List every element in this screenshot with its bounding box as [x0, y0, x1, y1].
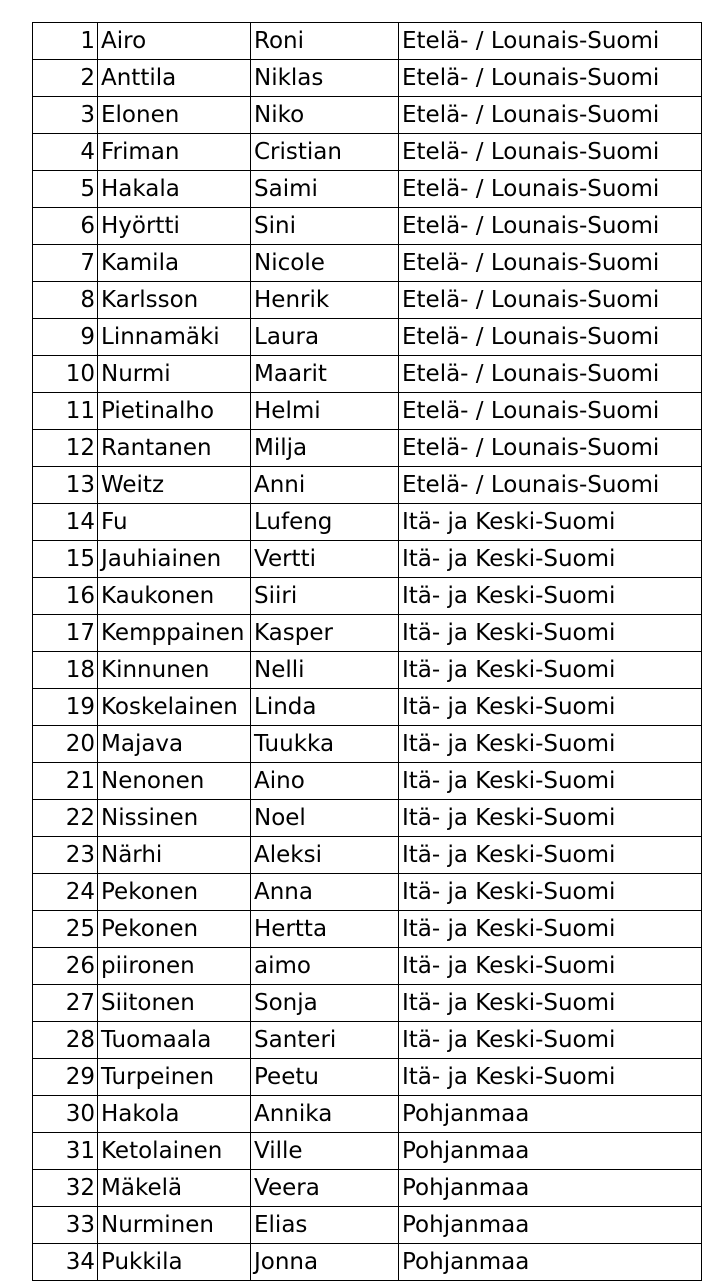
- last-name-cell[interactable]: Närhi: [98, 837, 251, 874]
- first-name-cell[interactable]: Niko: [251, 97, 399, 134]
- first-name-cell[interactable]: Maarit: [251, 356, 399, 393]
- region-cell[interactable]: Itä- ja Keski-Suomi: [399, 800, 702, 837]
- table-row: [33, 208, 702, 245]
- row-number-cell[interactable]: 19: [33, 689, 98, 726]
- first-name-cell[interactable]: Peetu: [251, 1059, 399, 1096]
- region-cell[interactable]: Itä- ja Keski-Suomi: [399, 689, 702, 726]
- first-name-cell[interactable]: Cristian: [251, 134, 399, 171]
- table-row: [33, 1096, 702, 1133]
- row-number-cell[interactable]: 17: [33, 615, 98, 652]
- row-number-cell[interactable]: 24: [33, 874, 98, 911]
- table-row: [33, 504, 702, 541]
- last-name-cell[interactable]: Nenonen: [98, 763, 251, 800]
- table-row: [33, 60, 702, 97]
- first-name-cell[interactable]: Ville: [251, 1133, 399, 1170]
- region-cell[interactable]: Pohjanmaa: [399, 1096, 702, 1133]
- participant-table: [32, 22, 702, 1281]
- table-row: [33, 874, 702, 911]
- last-name-cell[interactable]: Linnamäki: [98, 319, 251, 356]
- table-row: [33, 1207, 702, 1244]
- row-number-cell[interactable]: 12: [33, 430, 98, 467]
- table-row: [33, 430, 702, 467]
- table-row: [33, 615, 702, 652]
- row-number-cell[interactable]: 1: [33, 23, 98, 60]
- last-name-cell[interactable]: Weitz: [98, 467, 251, 504]
- last-name-cell[interactable]: Pekonen: [98, 911, 251, 948]
- first-name-cell[interactable]: Anna: [251, 874, 399, 911]
- region-cell[interactable]: Itä- ja Keski-Suomi: [399, 652, 702, 689]
- row-number-cell[interactable]: 32: [33, 1170, 98, 1207]
- participant-table-body: [33, 23, 702, 1281]
- table-row: [33, 1170, 702, 1207]
- row-number-cell[interactable]: 26: [33, 948, 98, 985]
- last-name-cell[interactable]: Karlsson: [98, 282, 251, 319]
- row-number-cell[interactable]: 30: [33, 1096, 98, 1133]
- region-cell[interactable]: Itä- ja Keski-Suomi: [399, 1022, 702, 1059]
- table-row: [33, 393, 702, 430]
- region-cell[interactable]: Etelä- / Lounais-Suomi: [399, 171, 702, 208]
- row-number-cell[interactable]: 29: [33, 1059, 98, 1096]
- first-name-cell[interactable]: Nelli: [251, 652, 399, 689]
- last-name-cell[interactable]: Kamila: [98, 245, 251, 282]
- first-name-cell[interactable]: Laura: [251, 319, 399, 356]
- row-number-cell[interactable]: 18: [33, 652, 98, 689]
- table-row: [33, 652, 702, 689]
- last-name-cell[interactable]: Friman: [98, 134, 251, 171]
- region-cell[interactable]: Etelä- / Lounais-Suomi: [399, 393, 702, 430]
- table-row: [33, 726, 702, 763]
- last-name-cell[interactable]: Kinnunen: [98, 652, 251, 689]
- table-row: [33, 282, 702, 319]
- last-name-cell[interactable]: Tuomaala: [98, 1022, 251, 1059]
- row-number-cell[interactable]: 8: [33, 282, 98, 319]
- first-name-cell[interactable]: Niklas: [251, 60, 399, 97]
- first-name-cell[interactable]: Elias: [251, 1207, 399, 1244]
- last-name-cell[interactable]: piironen: [98, 948, 251, 985]
- first-name-cell[interactable]: Lufeng: [251, 504, 399, 541]
- last-name-cell[interactable]: Pietinalho: [98, 393, 251, 430]
- row-number-cell[interactable]: 5: [33, 171, 98, 208]
- row-number-cell[interactable]: 9: [33, 319, 98, 356]
- row-number-cell[interactable]: 2: [33, 60, 98, 97]
- table-row: [33, 134, 702, 171]
- region-cell[interactable]: Pohjanmaa: [399, 1170, 702, 1207]
- table-row: [33, 985, 702, 1022]
- first-name-cell[interactable]: Linda: [251, 689, 399, 726]
- region-cell[interactable]: Itä- ja Keski-Suomi: [399, 948, 702, 985]
- last-name-cell[interactable]: Nurminen: [98, 1207, 251, 1244]
- region-cell[interactable]: Etelä- / Lounais-Suomi: [399, 60, 702, 97]
- last-name-cell[interactable]: Mäkelä: [98, 1170, 251, 1207]
- region-cell[interactable]: Itä- ja Keski-Suomi: [399, 726, 702, 763]
- table-row: [33, 763, 702, 800]
- region-cell[interactable]: Etelä- / Lounais-Suomi: [399, 134, 702, 171]
- region-cell[interactable]: Itä- ja Keski-Suomi: [399, 1059, 702, 1096]
- last-name-cell[interactable]: Kemppainen: [98, 615, 251, 652]
- row-number-cell[interactable]: 3: [33, 97, 98, 134]
- region-cell[interactable]: Pohjanmaa: [399, 1133, 702, 1170]
- last-name-cell[interactable]: Majava: [98, 726, 251, 763]
- region-cell[interactable]: Pohjanmaa: [399, 1244, 702, 1281]
- row-number-cell[interactable]: 25: [33, 911, 98, 948]
- first-name-cell[interactable]: Hertta: [251, 911, 399, 948]
- region-cell[interactable]: Itä- ja Keski-Suomi: [399, 911, 702, 948]
- row-number-cell[interactable]: 28: [33, 1022, 98, 1059]
- last-name-cell[interactable]: Turpeinen: [98, 1059, 251, 1096]
- row-number-cell[interactable]: 7: [33, 245, 98, 282]
- last-name-cell[interactable]: Hyörtti: [98, 208, 251, 245]
- first-name-cell[interactable]: Jonna: [251, 1244, 399, 1281]
- first-name-cell[interactable]: Milja: [251, 430, 399, 467]
- row-number-cell[interactable]: 14: [33, 504, 98, 541]
- table-row: [33, 1133, 702, 1170]
- last-name-cell[interactable]: Kaukonen: [98, 578, 251, 615]
- table-row: [33, 356, 702, 393]
- region-cell[interactable]: Itä- ja Keski-Suomi: [399, 615, 702, 652]
- first-name-cell[interactable]: Aleksi: [251, 837, 399, 874]
- table-row: [33, 578, 702, 615]
- row-number-cell[interactable]: 16: [33, 578, 98, 615]
- last-name-cell[interactable]: Pukkila: [98, 1244, 251, 1281]
- table-row: [33, 171, 702, 208]
- table-row: [33, 23, 702, 60]
- row-number-cell[interactable]: 34: [33, 1244, 98, 1281]
- first-name-cell[interactable]: Helmi: [251, 393, 399, 430]
- row-number-cell[interactable]: 10: [33, 356, 98, 393]
- first-name-cell[interactable]: Veera: [251, 1170, 399, 1207]
- last-name-cell[interactable]: Hakala: [98, 171, 251, 208]
- first-name-cell[interactable]: Siiri: [251, 578, 399, 615]
- region-cell[interactable]: Etelä- / Lounais-Suomi: [399, 356, 702, 393]
- first-name-cell[interactable]: Sini: [251, 208, 399, 245]
- row-number-cell[interactable]: 31: [33, 1133, 98, 1170]
- row-number-cell[interactable]: 33: [33, 1207, 98, 1244]
- table-row: [33, 97, 702, 134]
- row-number-cell[interactable]: 20: [33, 726, 98, 763]
- last-name-cell[interactable]: Ketolainen: [98, 1133, 251, 1170]
- first-name-cell[interactable]: Aino: [251, 763, 399, 800]
- first-name-cell[interactable]: Annika: [251, 1096, 399, 1133]
- region-cell[interactable]: Itä- ja Keski-Suomi: [399, 874, 702, 911]
- last-name-cell[interactable]: Jauhiainen: [98, 541, 251, 578]
- first-name-cell[interactable]: Vertti: [251, 541, 399, 578]
- first-name-cell[interactable]: Tuukka: [251, 726, 399, 763]
- row-number-cell[interactable]: 27: [33, 985, 98, 1022]
- first-name-cell[interactable]: aimo: [251, 948, 399, 985]
- region-cell[interactable]: Itä- ja Keski-Suomi: [399, 541, 702, 578]
- table-row: [33, 467, 702, 504]
- row-number-cell[interactable]: 11: [33, 393, 98, 430]
- table-row: [33, 319, 702, 356]
- table-row: [33, 245, 702, 282]
- first-name-cell[interactable]: Henrik: [251, 282, 399, 319]
- region-cell[interactable]: Itä- ja Keski-Suomi: [399, 504, 702, 541]
- region-cell[interactable]: Etelä- / Lounais-Suomi: [399, 319, 702, 356]
- table-row: [33, 911, 702, 948]
- region-cell[interactable]: Etelä- / Lounais-Suomi: [399, 208, 702, 245]
- first-name-cell[interactable]: Santeri: [251, 1022, 399, 1059]
- last-name-cell[interactable]: Nissinen: [98, 800, 251, 837]
- first-name-cell[interactable]: Saimi: [251, 171, 399, 208]
- last-name-cell[interactable]: Elonen: [98, 97, 251, 134]
- table-row: [33, 837, 702, 874]
- table-row: [33, 1244, 702, 1281]
- first-name-cell[interactable]: Kasper: [251, 615, 399, 652]
- last-name-cell[interactable]: Fu: [98, 504, 251, 541]
- row-number-cell[interactable]: 22: [33, 800, 98, 837]
- region-cell[interactable]: Itä- ja Keski-Suomi: [399, 985, 702, 1022]
- last-name-cell[interactable]: Rantanen: [98, 430, 251, 467]
- last-name-cell[interactable]: Hakola: [98, 1096, 251, 1133]
- last-name-cell[interactable]: Anttila: [98, 60, 251, 97]
- first-name-cell[interactable]: Anni: [251, 467, 399, 504]
- row-number-cell[interactable]: 23: [33, 837, 98, 874]
- region-cell[interactable]: Etelä- / Lounais-Suomi: [399, 97, 702, 134]
- table-row: [33, 948, 702, 985]
- region-cell[interactable]: Itä- ja Keski-Suomi: [399, 578, 702, 615]
- row-number-cell[interactable]: 21: [33, 763, 98, 800]
- table-row: [33, 1059, 702, 1096]
- last-name-cell[interactable]: Airo: [98, 23, 251, 60]
- last-name-cell[interactable]: Koskelainen: [98, 689, 251, 726]
- region-cell[interactable]: Etelä- / Lounais-Suomi: [399, 467, 702, 504]
- region-cell[interactable]: Itä- ja Keski-Suomi: [399, 837, 702, 874]
- region-cell[interactable]: Itä- ja Keski-Suomi: [399, 763, 702, 800]
- first-name-cell[interactable]: Sonja: [251, 985, 399, 1022]
- first-name-cell[interactable]: Roni: [251, 23, 399, 60]
- row-number-cell[interactable]: 4: [33, 134, 98, 171]
- first-name-cell[interactable]: Nicole: [251, 245, 399, 282]
- table-row: [33, 541, 702, 578]
- table-row: [33, 1022, 702, 1059]
- region-cell[interactable]: Etelä- / Lounais-Suomi: [399, 23, 702, 60]
- last-name-cell[interactable]: Pekonen: [98, 874, 251, 911]
- last-name-cell[interactable]: Nurmi: [98, 356, 251, 393]
- region-cell[interactable]: Etelä- / Lounais-Suomi: [399, 430, 702, 467]
- region-cell[interactable]: Pohjanmaa: [399, 1207, 702, 1244]
- row-number-cell[interactable]: 6: [33, 208, 98, 245]
- table-row: [33, 689, 702, 726]
- region-cell[interactable]: Etelä- / Lounais-Suomi: [399, 282, 702, 319]
- row-number-cell[interactable]: 15: [33, 541, 98, 578]
- first-name-cell[interactable]: Noel: [251, 800, 399, 837]
- region-cell[interactable]: Etelä- / Lounais-Suomi: [399, 245, 702, 282]
- row-number-cell[interactable]: 13: [33, 467, 98, 504]
- last-name-cell[interactable]: Siitonen: [98, 985, 251, 1022]
- table-row: [33, 800, 702, 837]
